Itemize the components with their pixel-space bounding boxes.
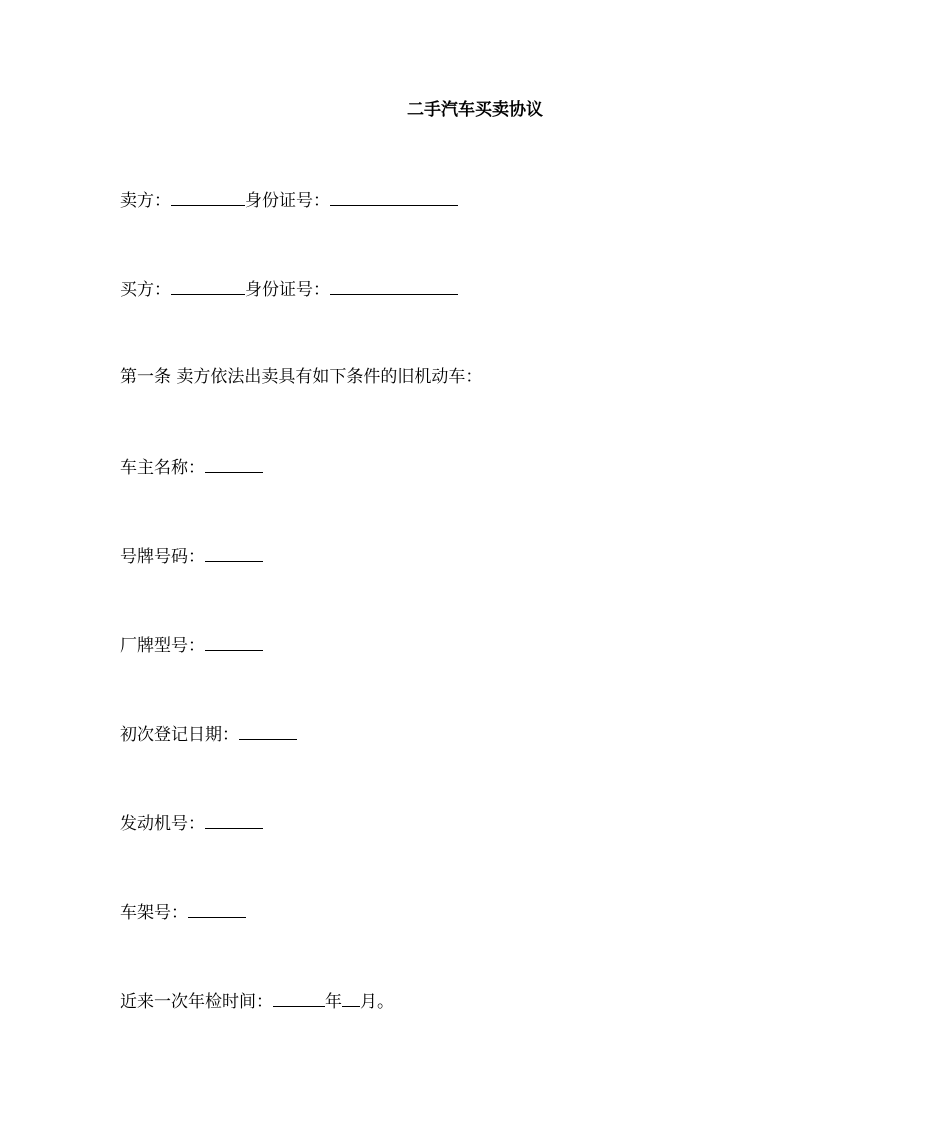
engine-number-blank[interactable] [205, 808, 263, 829]
inspection-month-blank[interactable] [342, 986, 360, 1007]
frame-number-label: 车架号： [120, 903, 188, 923]
seller-id-blank[interactable] [330, 185, 458, 206]
year-unit: 年 [325, 992, 342, 1012]
buyer-name-blank[interactable] [171, 274, 245, 295]
seller-id-label: 身份证号： [245, 191, 330, 211]
plate-number-blank[interactable] [205, 541, 263, 562]
seller-line [120, 185, 458, 215]
month-unit: 月。 [360, 992, 394, 1012]
first-registration-line [120, 719, 297, 749]
article-1: 第一条 卖方依法出卖具有如下条件的旧机动车： [120, 367, 483, 387]
buyer-id-blank[interactable] [330, 274, 458, 295]
brand-model-line [120, 630, 263, 660]
frame-number-line [120, 897, 246, 927]
brand-model-blank[interactable] [205, 630, 263, 651]
buyer-id-label: 身份证号： [245, 280, 330, 300]
last-inspection-label: 近来一次年检时间： [120, 992, 273, 1012]
seller-name-blank[interactable] [171, 185, 245, 206]
last-inspection-line [120, 986, 394, 1016]
brand-model-label: 厂牌型号： [120, 636, 205, 656]
document-title: 二手汽车买卖协议 [407, 100, 543, 120]
owner-name-blank[interactable] [205, 452, 263, 473]
frame-number-blank[interactable] [188, 897, 246, 918]
first-registration-blank[interactable] [239, 719, 297, 740]
plate-number-line [120, 541, 263, 571]
buyer-label: 买方： [120, 280, 171, 300]
seller-label: 卖方： [120, 191, 171, 211]
engine-number-line [120, 808, 263, 838]
owner-name-line [120, 452, 263, 482]
inspection-year-blank[interactable] [273, 986, 325, 1007]
buyer-line [120, 274, 458, 304]
owner-name-label: 车主名称： [120, 458, 205, 478]
plate-number-label: 号牌号码： [120, 547, 205, 567]
first-registration-label: 初次登记日期： [120, 725, 239, 745]
engine-number-label: 发动机号： [120, 814, 205, 834]
